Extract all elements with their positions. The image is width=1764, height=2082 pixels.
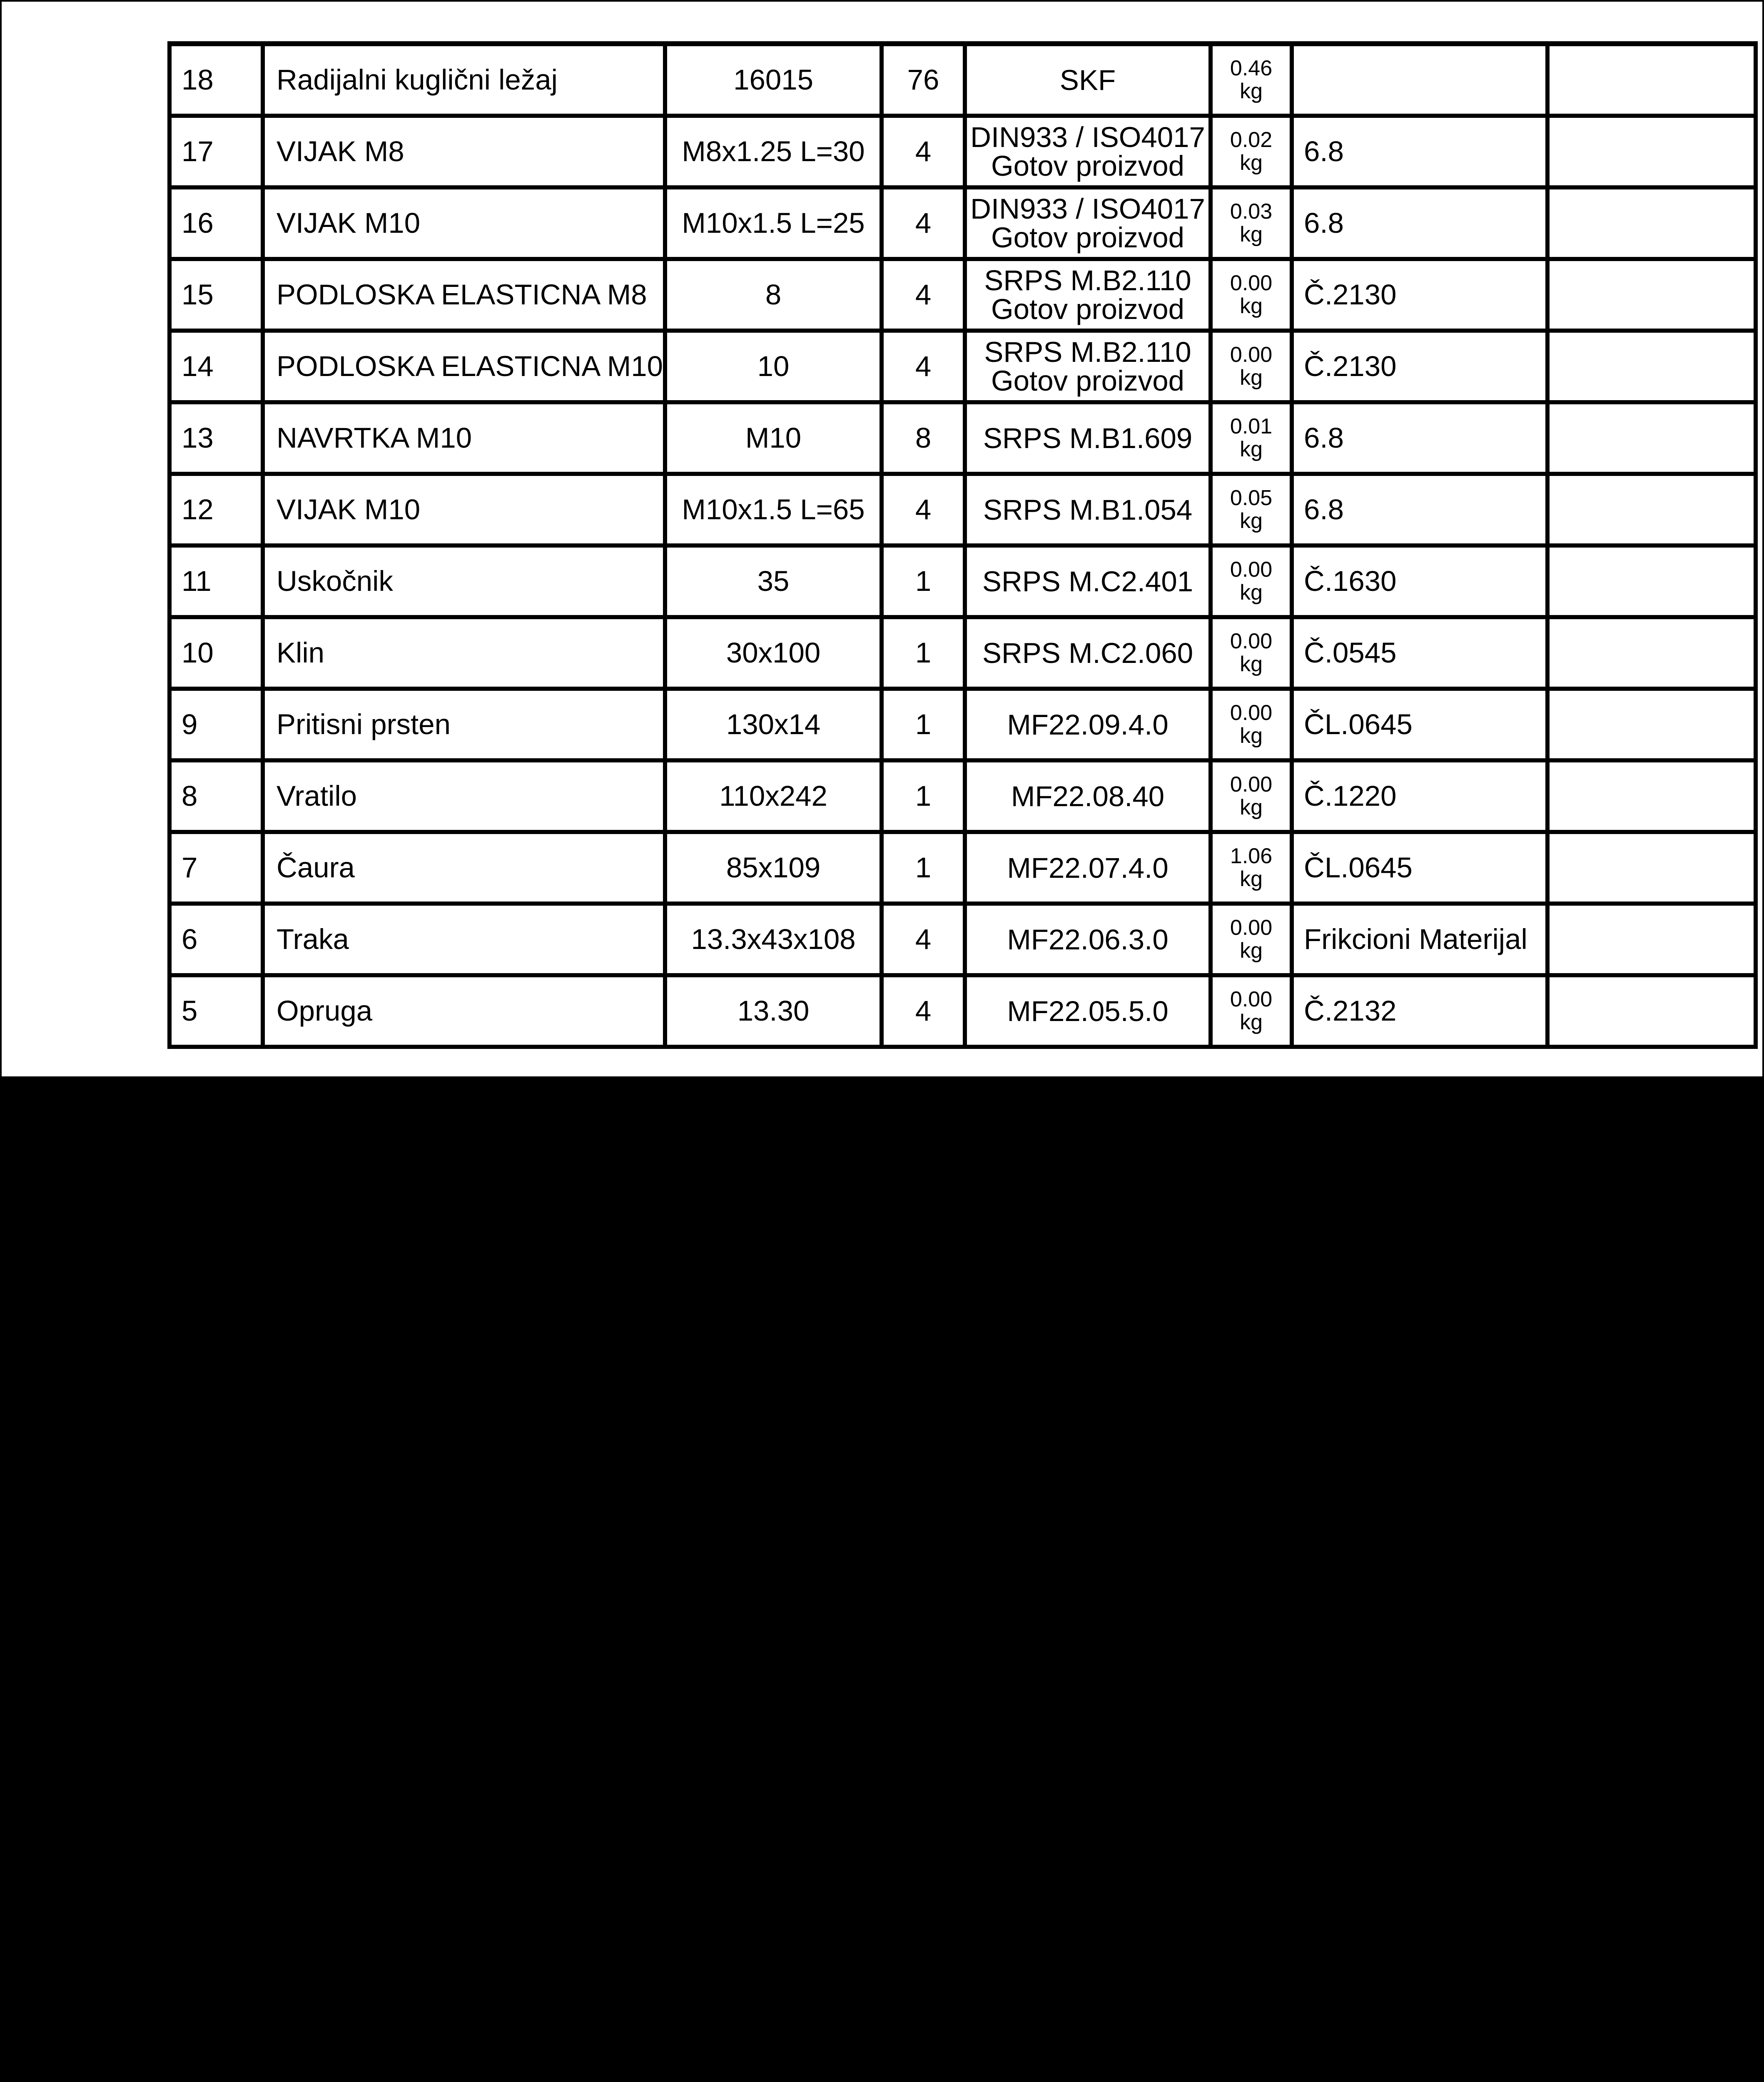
table-row: [169, 975, 1756, 1047]
mass-cell: [1211, 474, 1292, 545]
position-number-cell: 18: [169, 44, 263, 116]
material-cell: Č.1220: [1292, 760, 1547, 832]
part-name-cell: [263, 832, 665, 904]
quantity-cell: 76: [882, 44, 965, 116]
part-name-cell: [263, 44, 665, 116]
mass-unit: kg: [1240, 366, 1263, 390]
note-cell: [1547, 259, 1756, 331]
standard-line: SRPS M.B2.110: [984, 264, 1191, 296]
note-cell: [1547, 545, 1756, 617]
part-name-text: Uskočnik: [277, 565, 393, 597]
standard-line: DIN933 / ISO4017: [970, 121, 1205, 153]
table-row: [169, 689, 1756, 760]
mass-value: 0.00: [1230, 916, 1273, 940]
mass-cell: [1211, 832, 1292, 904]
standard-line: MF22.06.3.0: [1007, 923, 1169, 956]
standard-cell: [965, 44, 1211, 116]
part-name-text: Pritisni prsten: [277, 708, 451, 740]
position-number-cell: 10: [169, 617, 263, 689]
material-cell: Č.0545: [1292, 617, 1547, 689]
part-name-text: Vratilo: [277, 780, 357, 812]
standard-line: Gotov proizvod: [991, 293, 1185, 325]
position-number-cell: 5: [169, 975, 263, 1047]
position-number-cell: 6: [169, 904, 263, 975]
standard-line: MF22.09.4.0: [1007, 708, 1169, 741]
material-cell: ČL.0645: [1292, 689, 1547, 760]
standard-cell: [965, 474, 1211, 545]
part-name-text: Čaura: [277, 851, 355, 884]
mass-cell: [1211, 689, 1292, 760]
standard-line: Gotov proizvod: [991, 222, 1185, 254]
mass-value: 0.46: [1230, 56, 1273, 81]
dimension-cell: M10: [665, 402, 882, 474]
standard-cell: [965, 187, 1211, 259]
mass-value: 0.00: [1230, 343, 1273, 367]
mass-value: 0.02: [1230, 128, 1273, 152]
standard-line: SRPS M.B2.110: [984, 336, 1191, 368]
material-cell: Frikcioni Materijal: [1292, 904, 1547, 975]
note-cell: [1547, 975, 1756, 1047]
standard-cell: [965, 832, 1211, 904]
note-cell: [1547, 832, 1756, 904]
mass-value: 0.00: [1230, 629, 1273, 654]
mass-unit: kg: [1240, 1010, 1263, 1034]
mass-cell: [1211, 402, 1292, 474]
part-name-text: PODLOSKA ELASTICNA M10: [277, 350, 663, 382]
table-row: [169, 760, 1756, 832]
position-number-cell: 14: [169, 331, 263, 402]
part-name-text: VIJAK M10: [277, 493, 421, 525]
standard-cell: [965, 689, 1211, 760]
note-cell: [1547, 760, 1756, 832]
material-cell: 6.8: [1292, 474, 1547, 545]
part-name-text: PODLOSKA ELASTICNA M8: [277, 278, 647, 311]
part-name-cell: [263, 259, 665, 331]
part-name-cell: [263, 187, 665, 259]
standard-cell: [965, 259, 1211, 331]
position-number-cell: 11: [169, 545, 263, 617]
dimension-cell: 110x242: [665, 760, 882, 832]
table-row: [169, 44, 1756, 116]
mass-unit: kg: [1240, 939, 1263, 963]
mass-cell: [1211, 187, 1292, 259]
bill-of-materials-table: [167, 41, 1758, 1049]
standard-cell: [965, 975, 1211, 1047]
mass-value: 0.05: [1230, 486, 1273, 511]
material-cell: ČL.0645: [1292, 832, 1547, 904]
dimension-cell: 130x14: [665, 689, 882, 760]
note-cell: [1547, 904, 1756, 975]
position-number-cell: 13: [169, 402, 263, 474]
mass-cell: [1211, 617, 1292, 689]
part-name-cell: [263, 116, 665, 187]
standard-line: MF22.07.4.0: [1007, 852, 1169, 884]
quantity-cell: 1: [882, 689, 965, 760]
standard-cell: [965, 402, 1211, 474]
quantity-cell: 4: [882, 116, 965, 187]
position-number-cell: 15: [169, 259, 263, 331]
table-row: [169, 904, 1756, 975]
mass-cell: [1211, 904, 1292, 975]
quantity-cell: 1: [882, 760, 965, 832]
standard-cell: [965, 904, 1211, 975]
part-name-cell: [263, 689, 665, 760]
position-number-cell: 9: [169, 689, 263, 760]
dimension-cell: 30x100: [665, 617, 882, 689]
dimension-cell: 35: [665, 545, 882, 617]
part-name-text: VIJAK M8: [277, 135, 404, 167]
mass-value: 0.00: [1230, 271, 1273, 296]
table-row: [169, 617, 1756, 689]
dimension-cell: 13.30: [665, 975, 882, 1047]
dimension-cell: 8: [665, 259, 882, 331]
mass-unit: kg: [1240, 294, 1263, 318]
mass-cell: [1211, 44, 1292, 116]
part-name-text: VIJAK M10: [277, 207, 421, 239]
mass-value: 0.03: [1230, 199, 1273, 224]
position-number-cell: 16: [169, 187, 263, 259]
table-row: [169, 116, 1756, 187]
standard-cell: [965, 545, 1211, 617]
table-row: [169, 474, 1756, 545]
material-cell: 6.8: [1292, 116, 1547, 187]
quantity-cell: 1: [882, 832, 965, 904]
mass-unit: kg: [1240, 795, 1263, 819]
position-number-cell: 7: [169, 832, 263, 904]
standard-line: MF22.08.40: [1011, 780, 1165, 812]
part-name-cell: [263, 474, 665, 545]
mass-value: 0.01: [1230, 414, 1273, 439]
dimension-cell: 85x109: [665, 832, 882, 904]
note-cell: [1547, 331, 1756, 402]
quantity-cell: 1: [882, 617, 965, 689]
mass-unit: kg: [1240, 222, 1263, 247]
mass-unit: kg: [1240, 509, 1263, 533]
note-cell: [1547, 474, 1756, 545]
part-name-text: Opruga: [277, 994, 373, 1027]
dimension-cell: M10x1.5 L=25: [665, 187, 882, 259]
standard-line: SKF: [1059, 64, 1116, 96]
mass-unit: kg: [1240, 867, 1263, 891]
part-name-cell: [263, 331, 665, 402]
standard-cell: [965, 331, 1211, 402]
mass-cell: [1211, 331, 1292, 402]
mass-cell: [1211, 116, 1292, 187]
table-row: [169, 545, 1756, 617]
dimension-cell: 13.3x43x108: [665, 904, 882, 975]
note-cell: [1547, 187, 1756, 259]
material-cell: 6.8: [1292, 187, 1547, 259]
standard-cell: [965, 617, 1211, 689]
standard-line: SRPS M.B1.054: [983, 493, 1193, 526]
mass-unit: kg: [1240, 580, 1263, 605]
part-name-cell: [263, 975, 665, 1047]
mass-cell: [1211, 545, 1292, 617]
part-name-cell: [263, 545, 665, 617]
standard-line: MF22.05.5.0: [1007, 995, 1169, 1027]
mass-cell: [1211, 259, 1292, 331]
note-cell: [1547, 402, 1756, 474]
material-cell: [1292, 44, 1547, 116]
quantity-cell: 4: [882, 474, 965, 545]
note-cell: [1547, 44, 1756, 116]
material-cell: Č.1630: [1292, 545, 1547, 617]
part-name-text: Klin: [277, 636, 325, 669]
mass-unit: kg: [1240, 652, 1263, 676]
part-name-cell: [263, 760, 665, 832]
standard-line: Gotov proizvod: [991, 150, 1185, 182]
standard-line: SRPS M.C2.060: [982, 637, 1193, 669]
material-cell: Č.2130: [1292, 331, 1547, 402]
mass-unit: kg: [1240, 79, 1263, 103]
part-name-text: Radijalni kuglični ležaj: [277, 63, 558, 96]
table-row: [169, 187, 1756, 259]
quantity-cell: 4: [882, 975, 965, 1047]
material-cell: 6.8: [1292, 402, 1547, 474]
table-row: [169, 402, 1756, 474]
position-number-cell: 17: [169, 116, 263, 187]
mass-value: 0.00: [1230, 987, 1273, 1012]
mass-value: 1.06: [1230, 844, 1273, 869]
quantity-cell: 4: [882, 331, 965, 402]
part-name-cell: [263, 617, 665, 689]
dimension-cell: 16015: [665, 44, 882, 116]
standard-line: DIN933 / ISO4017: [970, 193, 1205, 225]
mass-cell: [1211, 760, 1292, 832]
standard-line: Gotov proizvod: [991, 365, 1185, 397]
mass-value: 0.00: [1230, 772, 1273, 797]
mass-unit: kg: [1240, 724, 1263, 748]
part-name-cell: [263, 402, 665, 474]
standard-cell: [965, 760, 1211, 832]
quantity-cell: 4: [882, 187, 965, 259]
table-row: [169, 259, 1756, 331]
material-cell: Č.2132: [1292, 975, 1547, 1047]
part-name-text: NAVRTKA M10: [277, 421, 472, 454]
mass-value: 0.00: [1230, 701, 1273, 725]
standard-line: SRPS M.C2.401: [982, 565, 1193, 598]
note-cell: [1547, 689, 1756, 760]
quantity-cell: 1: [882, 545, 965, 617]
material-cell: Č.2130: [1292, 259, 1547, 331]
table-row: [169, 832, 1756, 904]
mass-value: 0.00: [1230, 558, 1273, 582]
dimension-cell: M8x1.25 L=30: [665, 116, 882, 187]
quantity-cell: 4: [882, 904, 965, 975]
standard-cell: [965, 116, 1211, 187]
standard-line: SRPS M.B1.609: [983, 422, 1193, 454]
mass-unit: kg: [1240, 437, 1263, 461]
dimension-cell: M10x1.5 L=65: [665, 474, 882, 545]
part-name-text: Traka: [277, 923, 349, 955]
quantity-cell: 4: [882, 259, 965, 331]
mass-unit: kg: [1240, 151, 1263, 175]
quantity-cell: 8: [882, 402, 965, 474]
part-name-cell: [263, 904, 665, 975]
note-cell: [1547, 617, 1756, 689]
mass-cell: [1211, 975, 1292, 1047]
note-cell: [1547, 116, 1756, 187]
table-row: [169, 331, 1756, 402]
dimension-cell: 10: [665, 331, 882, 402]
bom-table-body: [169, 44, 1756, 1047]
position-number-cell: 12: [169, 474, 263, 545]
position-number-cell: 8: [169, 760, 263, 832]
